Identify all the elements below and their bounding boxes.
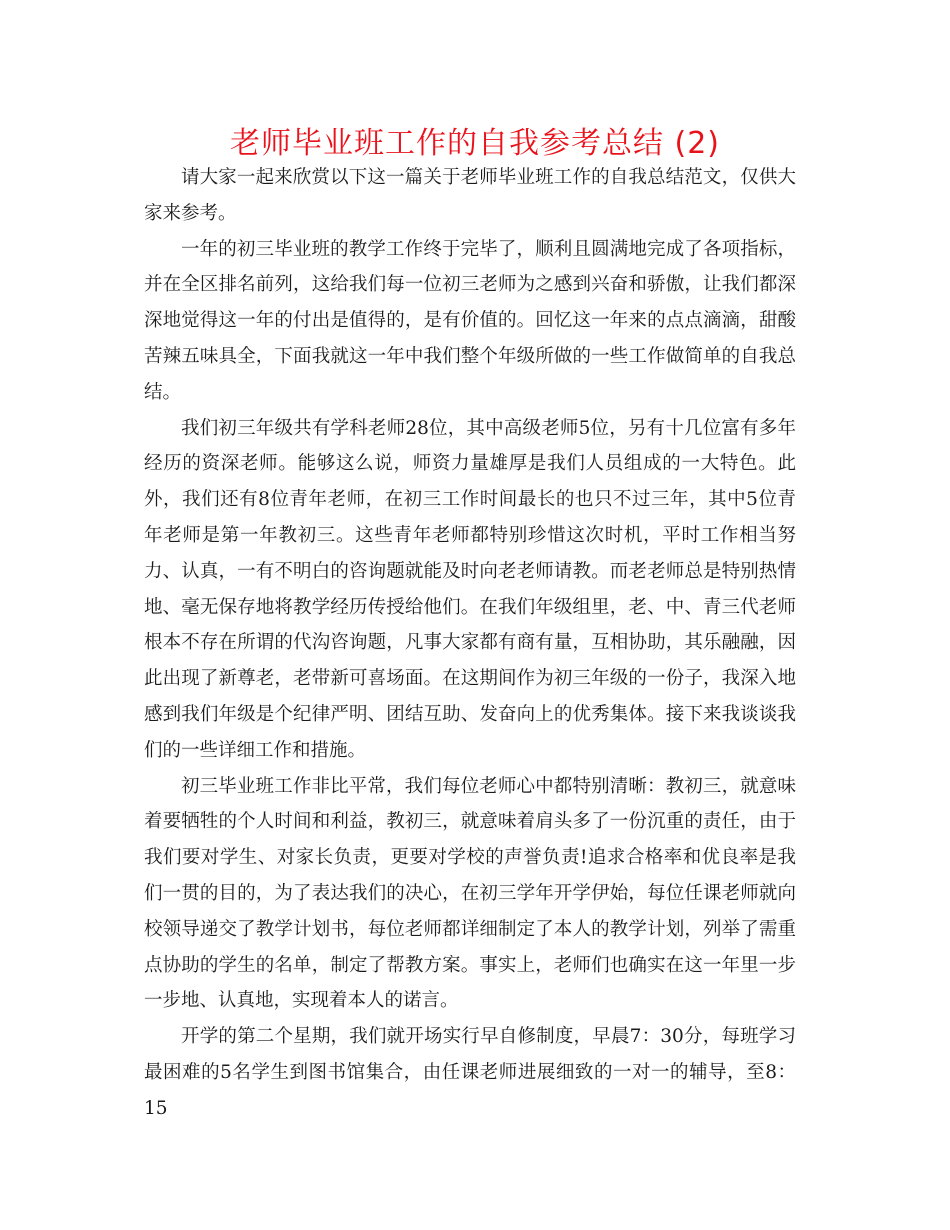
document-title: 老师毕业班工作的自我参考总结 (2) — [229, 126, 721, 161]
paragraph-4: 初三毕业班工作非比平常，我们每位老师心中都特别清晰：教初三，就意味着要牺牲的个人时间和利益，教初三，就意味着肩头多了一份沉重的责任，由于我们要对学生、对家长负责，更要对学校的声誉负责!追求合格率和优良率是我们一贯的目的，为了表达我们的决心，在初三学年开学伊始，每位任课老师就向校领导递交了教学计划书，每位老师都详细制定了本人的教学计划，列举了需重点协助的学生的名单，制定了帮教方案。事实上，老师们也确实在这一年里一步一步地、认真地，实现着本人的诺言。 — [144, 775, 796, 1012]
paragraph-5: 开学的第二个星期，我们就开场实行早自修制度，早晨7：30分，每班学习最困难的5名学生到图书馆集合，由任课老师进展细致的一对一的辅导，至8：15 — [144, 1026, 796, 1119]
paragraph-1: 请大家一起来欣赏以下这一篇关于老师毕业班工作的自我总结范文，仅供大家来参考。 — [144, 167, 796, 224]
paragraph-3: 我们初三年级共有学科老师28位，其中高级老师5位，另有十几位富有多年经历的资深老师。能够这么说，师资力量雄厚是我们人员组成的一大特色。此外，我们还有8位青年老师，在初三工作时间最长的也只不过三年，其中5位青年老师是第一年教初三。这些青年老师都特别珍惜这次时机，平时工作相当努力、认真，一有不明白的咨询题就能及时向老老师请教。而老老师总是特别热情地、毫无保存地将教学经历传授给他们。在我们年级组里，老、中、青三代老师根本不存在所谓的代沟咨询题，凡事大家都有商有量，互相协助，其乐融融，因此出现了新尊老，老带新可喜场面。在这期间作为初三年级的一份子，我深入地感到我们年级是个纪律严明、团结互助、发奋向上的优秀集体。接下来我谈谈我们的一些详细工作和措施。 — [144, 417, 796, 761]
document-body — [144, 160, 796, 1127]
paragraph-2: 一年的初三毕业班的教学工作终于完毕了，顺利且圆满地完成了各项指标，并在全区排名前列，这给我们每一位初三老师为之感到兴奋和骄傲，让我们都深深地觉得这一年的付出是值得的，是有价值的。回忆这一年来的点点滴滴，甜酸苦辣五味具全，下面我就这一年中我们整个年级所做的一些工作做简单的自我总结。 — [144, 238, 796, 403]
